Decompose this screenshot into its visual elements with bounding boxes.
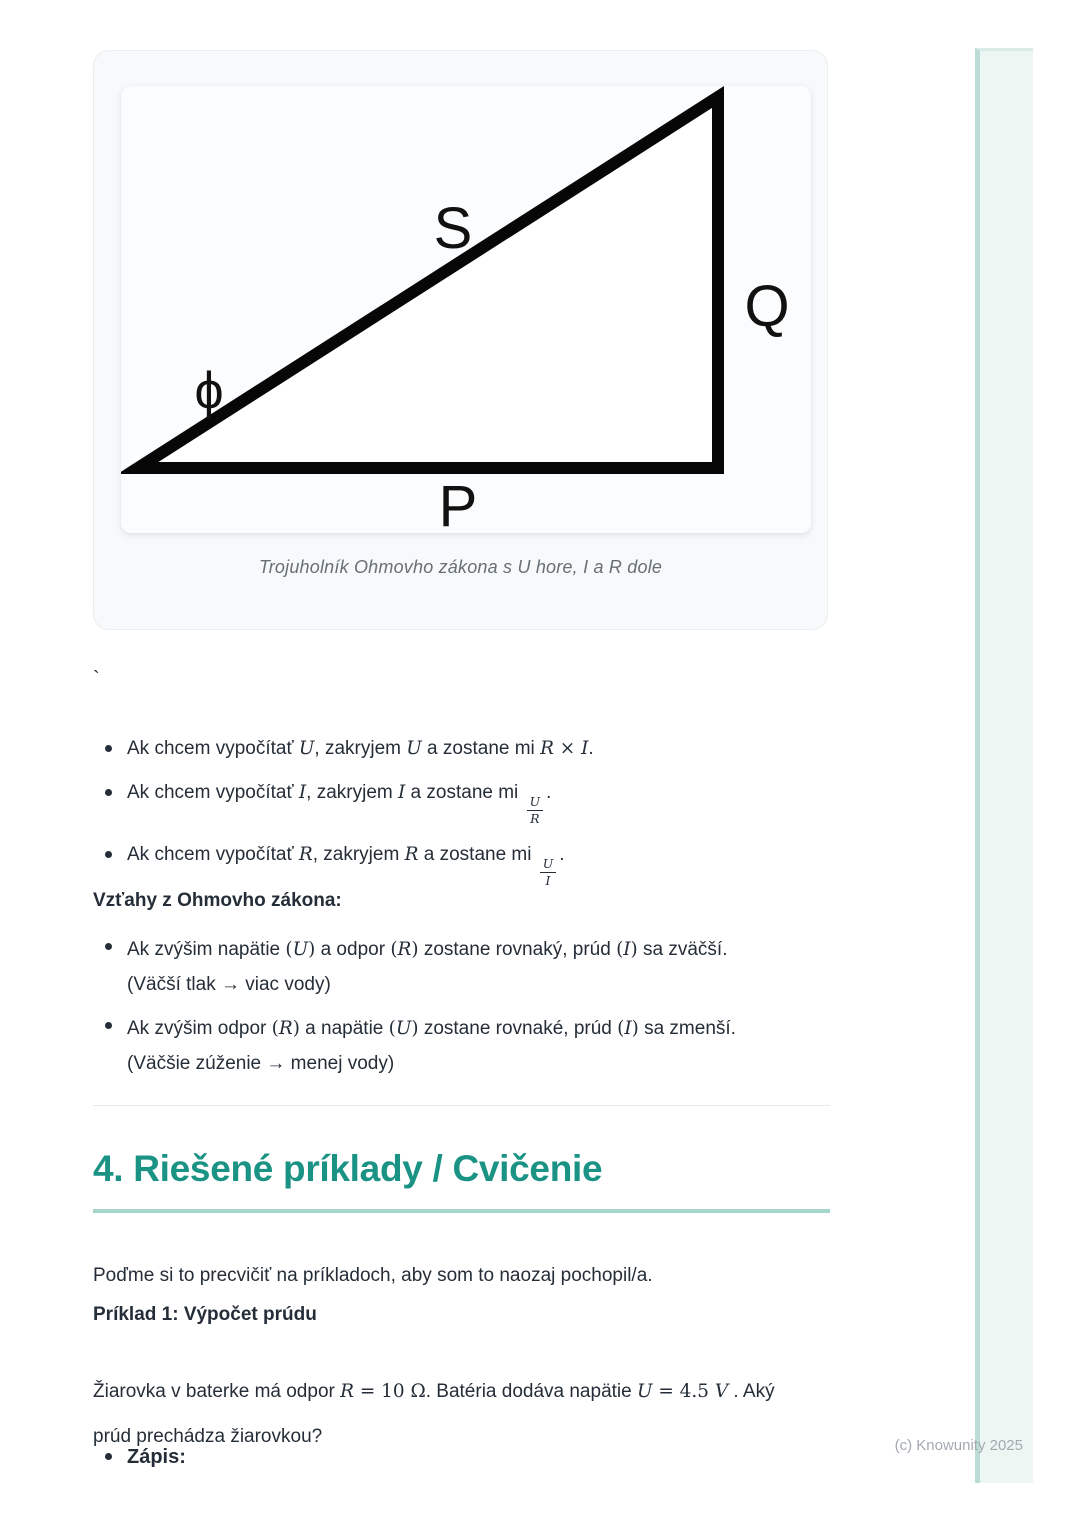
list-item-line1: Ak zvýšim odpor (R) a napätie (U) zostane rovnaké, prúd (I) sa zmenší. <box>127 1018 736 1039</box>
section-intro: Poďme si to precvičiť na príkladoch, aby som to naozaj pochopil/a. <box>93 1265 653 1286</box>
list-item <box>93 932 830 1002</box>
relations-list <box>93 932 830 1090</box>
section-heading: 4. Riešené príklady / Cvičenie <box>93 1148 603 1189</box>
figure-card <box>93 50 828 630</box>
list-item <box>93 1442 830 1472</box>
bullet-dot <box>105 851 112 858</box>
list-item-text: Ak chcem vypočítať U, zakryjem U a zostane mi R × I. <box>127 738 594 759</box>
bullet-dot <box>105 1453 112 1460</box>
list-item-line2: (Väčší tlak → viac vody) <box>127 974 331 995</box>
cover-rules-list <box>93 734 830 902</box>
ohms-law-triangle-figure <box>121 86 811 533</box>
triangle-label-hypotenuse: S <box>433 196 473 261</box>
stray-backtick: ` <box>93 668 100 690</box>
bullet-dot <box>105 789 112 796</box>
triangle-drawing <box>121 86 811 533</box>
bullet-dot <box>105 1022 112 1029</box>
list-item <box>93 734 830 764</box>
problem-line1: Žiarovka v baterke má odpor R = 10 Ω. Batéria dodáva napätie U = 4.5 V . Aký <box>93 1381 775 1402</box>
watermark: (c) Knowunity 2025 <box>894 1437 1023 1454</box>
horizontal-divider <box>93 1105 830 1106</box>
section-heading-underline <box>93 1209 830 1213</box>
list-item-text: Ak chcem vypočítať R, zakryjem R a zostane mi $\frac{U}{I}$ . <box>127 843 565 888</box>
problem-line2: prúd prechádza žiarovkou? <box>93 1426 323 1447</box>
list-item <box>93 840 830 888</box>
triangle-label-angle-phi: ϕ <box>194 362 224 420</box>
zapis-label: Zápis: <box>127 1446 186 1468</box>
list-item-line1: Ak zvýšim napätie (U) a odpor (R) zostane rovnaký, prúd (I) sa zväčší. <box>127 939 728 960</box>
example-heading: Príklad 1: Výpočet prúdu <box>93 1304 317 1325</box>
triangle-label-bottom-side: P <box>438 474 478 533</box>
list-item-line2: (Väčšie zúženie → menej vody) <box>127 1053 395 1074</box>
bullet-dot <box>105 943 112 950</box>
relations-heading: Vzťahy z Ohmovho zákona: <box>93 890 342 911</box>
list-item <box>93 1011 830 1081</box>
list-item <box>93 778 830 826</box>
right-page-stripe <box>975 48 1033 1483</box>
bullet-dot <box>105 745 112 752</box>
figure-caption: Trojuholník Ohmovho zákona s U hore, I a R dole <box>258 557 663 577</box>
triangle-label-right-side: Q <box>744 274 790 339</box>
zapis-list <box>93 1442 830 1472</box>
list-item-text: Ak chcem vypočítať I, zakryjem I a zostane mi $\frac{U}{R}$ . <box>127 782 552 826</box>
